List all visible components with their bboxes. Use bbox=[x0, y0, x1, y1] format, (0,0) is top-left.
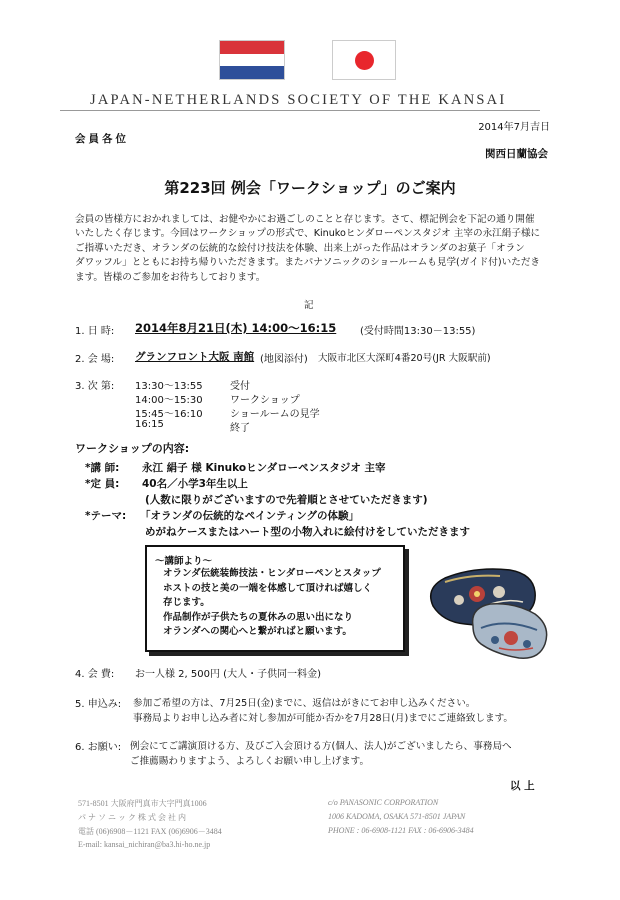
flag-stripe-white bbox=[220, 54, 284, 67]
organization-name: 関西日蘭協会 bbox=[485, 148, 548, 160]
event-datetime: 2014年8月21日(木) 14:00～16:15 bbox=[135, 321, 337, 335]
closing-mark: 以 上 bbox=[510, 780, 535, 792]
painted-clog-image bbox=[415, 548, 555, 666]
issue-date: 2014年7月吉日 bbox=[478, 122, 550, 133]
date-label: 1. 日 時: bbox=[75, 326, 115, 337]
message-line: オランダ伝統装飾技法・ヒンダローペンとスタップ bbox=[163, 568, 381, 579]
footer-en-company: c/o PANASONIC CORPORATION bbox=[328, 798, 439, 807]
page-title: 第223回 例会「ワークショップ」のご案内 bbox=[164, 179, 456, 197]
intro-paragraph bbox=[75, 213, 553, 285]
venue-name: グランフロント大阪 南館 bbox=[135, 351, 255, 363]
schedule-time: 16:15 bbox=[135, 419, 164, 430]
netherlands-flag-icon bbox=[219, 40, 285, 80]
schedule-label: 3. 次 第: bbox=[75, 381, 115, 392]
message-heading: ～講師より～ bbox=[155, 556, 213, 567]
message-line: 作品制作が子供たちの夏休みの思い出になり bbox=[163, 611, 354, 623]
footer-company: パ ナ ソ ニ ッ ク 株 式 会 社 内 bbox=[78, 813, 186, 822]
venue-map-note: (地図添付) bbox=[260, 354, 308, 365]
message-line: 存じます。 bbox=[163, 597, 210, 609]
workshop-heading: ワークショップの内容: bbox=[75, 442, 190, 455]
fee-value: お一人様 2, 500円 (大人・子供同一料金) bbox=[135, 669, 321, 680]
fee-label: 4. 会 費: bbox=[75, 669, 115, 680]
schedule-activity: ワークショップ bbox=[230, 395, 300, 406]
ki-marker: 記 bbox=[304, 300, 314, 311]
theme-detail: めがねケースまたはハート型の小物入れに絵付けをしていただきます bbox=[145, 526, 470, 538]
message-line: オランダへの関心へと繋がればと願います。 bbox=[163, 626, 352, 638]
society-name: JAPAN-NETHERLANDS SOCIETY OF THE KANSAI bbox=[90, 92, 507, 108]
intro-line: ご指導いただき、オランダの伝統的な絵付け技法を体験、出来上がった作品はオランダのお菓子「オラン bbox=[75, 242, 525, 254]
capacity-note: (人数に限りがございますので先着順とさせていただきます) bbox=[145, 494, 428, 506]
instructor-message-box bbox=[145, 545, 405, 652]
intro-line: ます。皆様のご参加をお待ちしております。 bbox=[75, 271, 266, 283]
header-rule bbox=[60, 110, 540, 111]
request-line: ご推薦賜わりますよう、よろしくお願い申し上げます。 bbox=[130, 756, 370, 767]
schedule-time: 15:45～16:10 bbox=[135, 409, 203, 420]
reception-time: (受付時間13:30－13:55) bbox=[360, 326, 476, 337]
application-line: 事務局よりお申し込み者に対し参加が可能か否かを7月28日(月)までにご連絡致します。 bbox=[133, 713, 513, 724]
schedule-activity: 終了 bbox=[230, 423, 250, 434]
footer-en-address: 1006 KADOMA, OSAKA 571-8501 JAPAN bbox=[328, 812, 466, 821]
theme-value: 「オランダの伝統的なペインティングの体験」 bbox=[140, 510, 360, 522]
venue-address: 大阪市北区大深町4番20号(JR 大阪駅前) bbox=[318, 353, 491, 364]
footer-phone: 電話 (06)6908－1121 FAX (06)6906－3484 bbox=[78, 827, 222, 836]
flag-stripe-red bbox=[220, 41, 284, 54]
intro-line: いたしたく存じます。今回はワークショップの形式で、Kinukoヒンダローペンスタジオ 主宰の永江絹子様に bbox=[75, 228, 541, 240]
footer-email: E-mail: kansai_nichiran@ba3.hi-ho.ne.jp bbox=[78, 840, 211, 849]
application-label: 5. 申込み: bbox=[75, 699, 122, 710]
flag-stripe-blue bbox=[220, 66, 284, 79]
instructor-label: *講 師: bbox=[85, 462, 120, 474]
venue-label: 2. 会 場: bbox=[75, 354, 115, 365]
schedule-activity: 受付 bbox=[230, 381, 250, 392]
message-line: ホストの技と美の一端を体感して頂ければ嬉しく bbox=[163, 582, 373, 594]
capacity-value: 40名／小学3年生以上 bbox=[142, 478, 248, 490]
instructor-value: 永江 絹子 様 Kinukoヒンダローペンスタジオ 主宰 bbox=[142, 462, 386, 474]
schedule-time: 14:00～15:30 bbox=[135, 395, 203, 406]
intro-line: 会員の皆様方におかれましては、お健やかにお過ごしのことと存じます。さて、標記例会を下記の通り開催 bbox=[75, 214, 535, 225]
japan-flag-icon bbox=[332, 40, 396, 80]
application-line: 参加ご希望の方は、7月25日(金)までに、返信はがきにてお申し込みください。 bbox=[133, 698, 476, 709]
intro-line: ダワッフル」とともにお持ち帰りいただきます。またパナソニックのショールームも見学(ガイド付)いただき bbox=[75, 257, 541, 269]
japan-flag-sun bbox=[355, 51, 374, 70]
capacity-label: *定 員: bbox=[85, 478, 120, 490]
addressee: 会員各位 bbox=[75, 133, 129, 145]
schedule-time: 13:30～13:55 bbox=[135, 381, 203, 392]
footer-en-phone: PHONE : 06-6908-1121 FAX : 06-6906-3484 bbox=[328, 826, 474, 835]
schedule-activity: ショールームの見学 bbox=[230, 409, 320, 420]
request-label: 6. お願い: bbox=[75, 742, 122, 753]
request-line: 例会にてご講演頂ける方、及びご入会頂ける方(個人、法人)がございましたら、事務局へ bbox=[130, 741, 512, 752]
footer-address: 571-8501 大阪府門真市大字門真1006 bbox=[78, 799, 207, 808]
theme-label: *テーマ: bbox=[85, 510, 127, 522]
